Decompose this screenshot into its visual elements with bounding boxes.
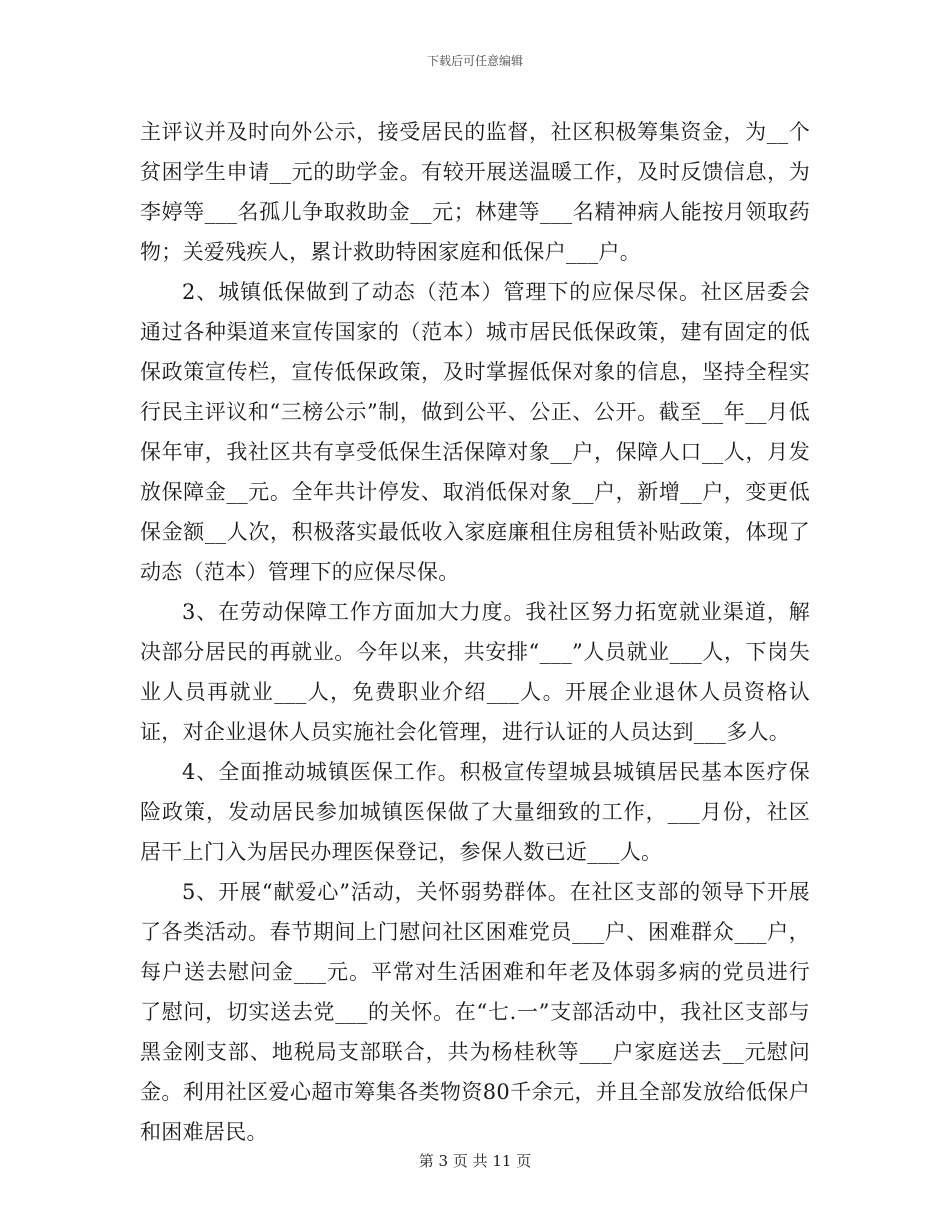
page-number: 第 3 页 共 11 页 (418, 1152, 532, 1170)
paragraph-continuation: 主评议并及时向外公示，接受居民的监督，社区积极筹集资金，为__个贫困学生申请__元的助学金。有较开展送温暖工作，及时反馈信息，为李婷等___名孤儿争取救助金__元；林建等___名精神病人能按月领取药物；关爱残疾人，累计救助特困家庭和低保户___户。 (140, 120, 810, 264)
paragraph-item-2: 2、城镇低保做到了动态（范本）管理下的应保尽保。社区居委会通过各种渠道来宣传国家的（范本）城市居民低保政策，建有固定的低保政策宣传栏，宣传低保政策，及时掌握低保对象的信息，坚持全程实行民主评议和“三榜公示”制，做到公平、公正、公开。截至__年__月低保年审，我社区共有享受低保生活保障对象__户，保障人口__人，月发放保障金__元。全年共计停发、取消低保对象__户，新增__户，变更低保金额__人次，积极落实最低收入家庭廉租住房租赁补贴政策，体现了动态（范本）管理下的应保尽保。 (140, 280, 810, 584)
paragraph-item-5: 5、开展“献爱心”活动，关怀弱势群体。在社区支部的领导下开展了各类活动。春节期间上门慰问社区困难党员___户、困难群众___户，每户送去慰问金___元。平常对生活困难和年老及体弱多病的党员进行了慰问，切实送去党___的关怀。在“七.一”支部活动中，我社区支部与黑金刚支部、地税局支部联合，共为杨桂秋等___户家庭送去__元慰问金。利用社区爱心超市筹集各类物资80千余元，并且全部发放给低保户和困难居民。 (140, 880, 810, 1144)
page-header: 下载后可任意编辑 (426, 54, 523, 68)
paragraph-item-4: 4、全面推动城镇医保工作。积极宣传望城县城镇居民基本医疗保险政策，发动居民参加城镇医保做了大量细致的工作，___月份，社区居干上门入为居民办理医保登记，参保人数已近___人。 (140, 760, 810, 864)
paragraph-item-3: 3、在劳动保障工作方面加大力度。我社区努力拓宽就业渠道，解决部分居民的再就业。今年以来，共安排“___”人员就业___人，下岗失业人员再就业___人，免费职业介绍___人。开展企业退休人员资格认证，对企业退休人员实施社会化管理，进行认证的人员达到___多人。 (140, 600, 811, 744)
document-body (140, 112, 810, 1152)
